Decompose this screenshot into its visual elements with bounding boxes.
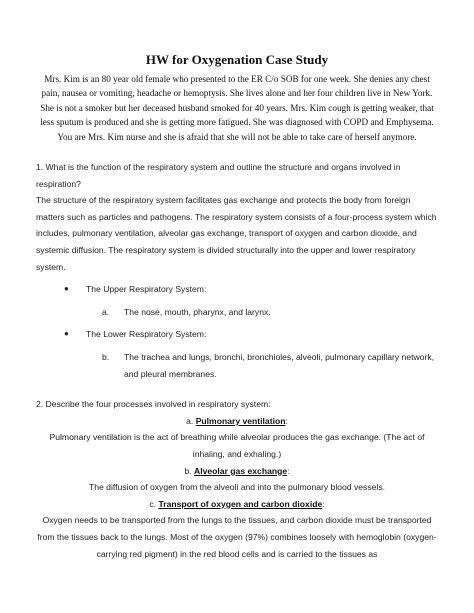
question-2-text: 2. Describe the four processes involved in respiratory system: xyxy=(36,399,271,410)
case-intro: Mrs. Kim is an 80 year old female who presented to the ER C/o SOB for one week. She denies any chest pain, nausea or vomiting, headache or hemoptysis. She lives alone and her four children live in New York. She is not a smoker but her deceased husband smoked for 40 years. Mrs. Kim cough is getting weaker, that less sputum is produced and she is getting more fatigued. She was diagnosed with COPD and Emphysema. You are Mrs. Kim nurse and she is afraid that she will not be able to take care of herself anymore. xyxy=(40,74,434,142)
sub-item-a-text: The nose, mouth, pharynx, and larynx. xyxy=(124,306,271,317)
question-1 xyxy=(36,159,438,382)
process-a-title: Pulmonary ventilation xyxy=(195,415,286,426)
process-c-desc: Oxygen needs to be transported from the lungs to the tissues, and carbon dioxide must be transported from the tissues back to the lungs. Most of the oxygen (97%) combines loosely with hemoglobin (oxygen-carrying red pigment) in the red blood cells and is carried to the tissues as xyxy=(37,515,437,559)
bullet-icon: ● xyxy=(64,329,69,339)
sub-item-a-letter: a. xyxy=(102,306,110,317)
sub-item-a xyxy=(102,304,438,321)
question-1-answer: The structure of the respiratory system facilitates gas exchange and protects the body from foreign matters such as particles and pathogens. The respiratory system consists of a four-process system which includes, pulmonary ventilation, alveolar gas exchange, transport of oxygen and carbon dioxide, and systemic diffusion. The respiratory system is divided structurally into the upper and lower respiratory system. xyxy=(36,195,437,272)
question-2 xyxy=(36,396,438,562)
question-1-text: 1. What is the function of the respiratory system and outline the structure and organs involved in respiration? xyxy=(36,162,401,189)
sub-item-b xyxy=(102,349,438,382)
bullet-upper xyxy=(64,281,438,298)
process-b-letter: b. xyxy=(184,465,192,476)
process-c-heading: c. Transport of oxygen and carbon dioxide: xyxy=(149,498,325,509)
process-b-desc: The diffusion of oxygen from the alveoli and into the pulmonary blood vessels. xyxy=(88,482,386,493)
process-a-heading: a. Pulmonary ventilation: xyxy=(186,415,288,426)
sub-item-b-letter: b. xyxy=(102,351,110,362)
process-a-letter: a. xyxy=(186,415,194,426)
process-b-title: Alveolar gas exchange xyxy=(194,465,288,476)
bullet-upper-label: The Upper Respiratory System: xyxy=(86,284,207,295)
process-a-desc: Pulmonary ventilation is the act of breathing while alveolar produces the gas exchange. (The act of inhaling, and exhaling.) xyxy=(49,432,425,459)
process-c-title: Transport of oxygen and carbon dioxide xyxy=(158,498,323,509)
document-title: HW for Oxygenation Case Study xyxy=(145,52,329,67)
bullet-lower xyxy=(64,326,438,343)
process-b-heading: b. Alveolar gas exchange: xyxy=(184,465,290,476)
bullet-icon: ● xyxy=(64,284,69,294)
process-c-letter: c. xyxy=(149,498,157,509)
bullet-lower-label: The Lower Respiratory System: xyxy=(86,329,207,340)
sub-item-b-text: The trachea and lungs, bronchi, bronchioles, alveoli, pulmonary capillary network, and pleural membranes. xyxy=(124,351,435,379)
